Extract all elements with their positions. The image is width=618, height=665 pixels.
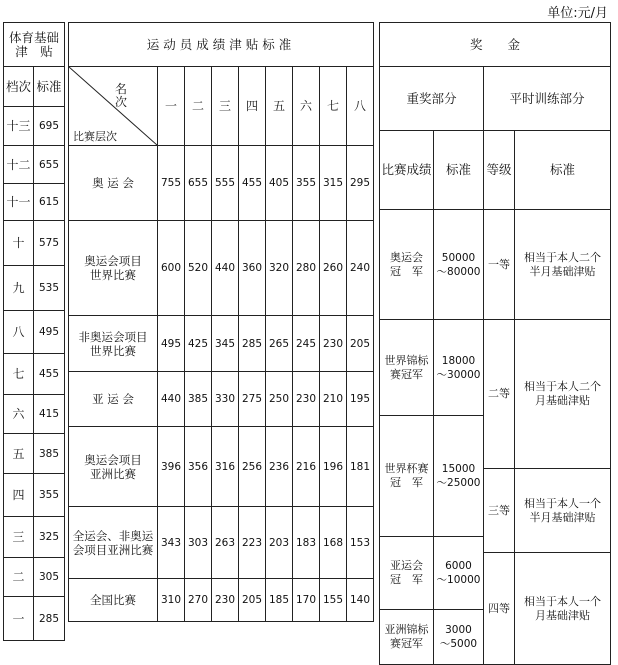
bonus-standard-cell: 15000 ～25000 [434,416,484,537]
value-cell: 440 [212,221,239,316]
grade-cell: 十二 [4,146,34,184]
value-cell: 230 [320,316,347,372]
rank-header: 二 [185,67,212,146]
training-grade-cell: 二等 [484,320,515,469]
rank-header: 八 [347,67,374,146]
athlete-allowance-title: 运动员成绩津贴标准 [69,23,374,67]
value-cell: 315 [320,146,347,221]
unit-label: 单位:元/月 [547,6,608,21]
value-cell: 655 [185,146,212,221]
value-cell: 303 [185,507,212,579]
value-cell: 196 [320,427,347,507]
standard-cell: 695 [34,107,65,146]
standard-cell: 535 [34,266,65,311]
training-standard-cell: 相当于本人二个 月基础津贴 [515,320,611,469]
rank-header: 五 [266,67,293,146]
value-cell: 355 [293,146,320,221]
value-cell: 265 [266,316,293,372]
standard-cell: 355 [34,474,65,517]
value-cell: 396 [158,427,185,507]
value-cell: 356 [185,427,212,507]
grade-cell: 六 [4,395,34,434]
value-cell: 250 [266,372,293,427]
value-cell: 181 [347,427,374,507]
grade-cell: 四 [4,474,34,517]
value-cell: 140 [347,579,374,622]
level-name: 奥运会项目 亚洲比赛 [69,427,158,507]
value-cell: 240 [347,221,374,316]
grade-cell: 五 [4,434,34,474]
value-cell: 280 [293,221,320,316]
standard-cell: 325 [34,517,65,558]
value-cell: 555 [212,146,239,221]
grade-cell: 十三 [4,107,34,146]
table-row [69,316,374,372]
training-standard-cell: 相当于本人一个 半月基础津贴 [515,469,611,553]
standard-cell: 285 [34,597,65,641]
bonus-standard-cell: 50000 ～80000 [434,210,484,320]
value-cell: 223 [239,507,266,579]
rank-axis-label: 名 次 [115,82,128,109]
table-row [69,372,374,427]
value-cell: 210 [320,372,347,427]
value-cell: 425 [185,316,212,372]
value-cell: 405 [266,146,293,221]
bonus-standard-cell: 6000 ～10000 [434,537,484,610]
rank-header: 三 [212,67,239,146]
value-cell: 205 [239,579,266,622]
value-cell: 343 [158,507,185,579]
value-cell: 256 [239,427,266,507]
standard-cell: 385 [34,434,65,474]
value-cell: 183 [293,507,320,579]
bonus-standard-header: 标准 [434,131,484,210]
result-cell: 世界杯赛 冠 军 [380,416,434,537]
table-row [69,221,374,316]
grade-cell: 八 [4,311,34,354]
result-cell: 奥运会 冠 军 [380,210,434,320]
result-cell: 世界锦标 赛冠军 [380,320,434,416]
result-header: 比赛成绩 [380,131,434,210]
standard-cell: 575 [34,221,65,266]
value-cell: 170 [293,579,320,622]
bonus-table [379,22,611,665]
value-cell: 168 [320,507,347,579]
table-row [69,579,374,622]
grade-cell: 十 [4,221,34,266]
standard-cell: 455 [34,354,65,395]
value-cell: 455 [239,146,266,221]
athlete-allowance-table [68,22,374,622]
standard-cell: 495 [34,311,65,354]
diagonal-header-cell [69,67,158,146]
training-grade-cell: 一等 [484,210,515,320]
standard-cell: 615 [34,184,65,221]
grade-cell: 二 [4,558,34,597]
rank-header: 一 [158,67,185,146]
training-standard-cell: 相当于本人一个 月基础津贴 [515,553,611,665]
value-cell: 360 [239,221,266,316]
training-standard-cell: 相当于本人二个 半月基础津贴 [515,210,611,320]
table-row [69,146,374,221]
value-cell: 310 [158,579,185,622]
value-cell: 330 [212,372,239,427]
result-cell: 亚运会 冠 军 [380,537,434,610]
value-cell: 755 [158,146,185,221]
grade-cell: 七 [4,354,34,395]
value-cell: 270 [185,579,212,622]
grade-cell: 三 [4,517,34,558]
bonus-grade-header: 等级 [484,131,515,210]
value-cell: 153 [347,507,374,579]
base-allowance-table [3,22,65,641]
level-name: 亚 运 会 [69,372,158,427]
level-name: 全运会、非奥运 会项目亚洲比赛 [69,507,158,579]
value-cell: 216 [293,427,320,507]
value-cell: 203 [266,507,293,579]
value-cell: 440 [158,372,185,427]
value-cell: 295 [347,146,374,221]
value-cell: 275 [239,372,266,427]
level-name: 奥 运 会 [69,146,158,221]
value-cell: 600 [158,221,185,316]
value-cell: 195 [347,372,374,427]
value-cell: 495 [158,316,185,372]
standard-cell: 415 [34,395,65,434]
value-cell: 385 [185,372,212,427]
grade-header: 档次 [4,67,34,107]
value-cell: 320 [266,221,293,316]
training-grade-cell: 三等 [484,469,515,553]
table-row [69,427,374,507]
training-standard-header: 标准 [515,131,611,210]
value-cell: 263 [212,507,239,579]
base-allowance-title: 体育基础 津 贴 [4,23,65,67]
bonus-standard-cell: 18000 ～30000 [434,320,484,416]
bonus-title: 奖 金 [380,23,611,67]
value-cell: 185 [266,579,293,622]
standard-cell: 305 [34,558,65,597]
value-cell: 345 [212,316,239,372]
level-name: 全国比赛 [69,579,158,622]
result-cell: 亚洲锦标 赛冠军 [380,610,434,665]
value-cell: 245 [293,316,320,372]
value-cell: 205 [347,316,374,372]
major-bonus-header: 重奖部分 [380,67,484,131]
value-cell: 155 [320,579,347,622]
value-cell: 230 [293,372,320,427]
value-cell: 260 [320,221,347,316]
value-cell: 236 [266,427,293,507]
table-row [69,507,374,579]
grade-cell: 一 [4,597,34,641]
value-cell: 230 [212,579,239,622]
rank-header: 六 [293,67,320,146]
level-name: 非奥运会项目 世界比赛 [69,316,158,372]
training-bonus-header: 平时训练部分 [484,67,611,131]
standard-header: 标准 [34,67,65,107]
level-axis-label: 比赛层次 [73,130,117,143]
grade-cell: 十一 [4,184,34,221]
rank-header: 四 [239,67,266,146]
standard-cell: 655 [34,146,65,184]
value-cell: 316 [212,427,239,507]
value-cell: 285 [239,316,266,372]
value-cell: 520 [185,221,212,316]
level-name: 奥运会项目 世界比赛 [69,221,158,316]
bonus-standard-cell: 3000 ～5000 [434,610,484,665]
grade-cell: 九 [4,266,34,311]
rank-header: 七 [320,67,347,146]
training-grade-cell: 四等 [484,553,515,665]
